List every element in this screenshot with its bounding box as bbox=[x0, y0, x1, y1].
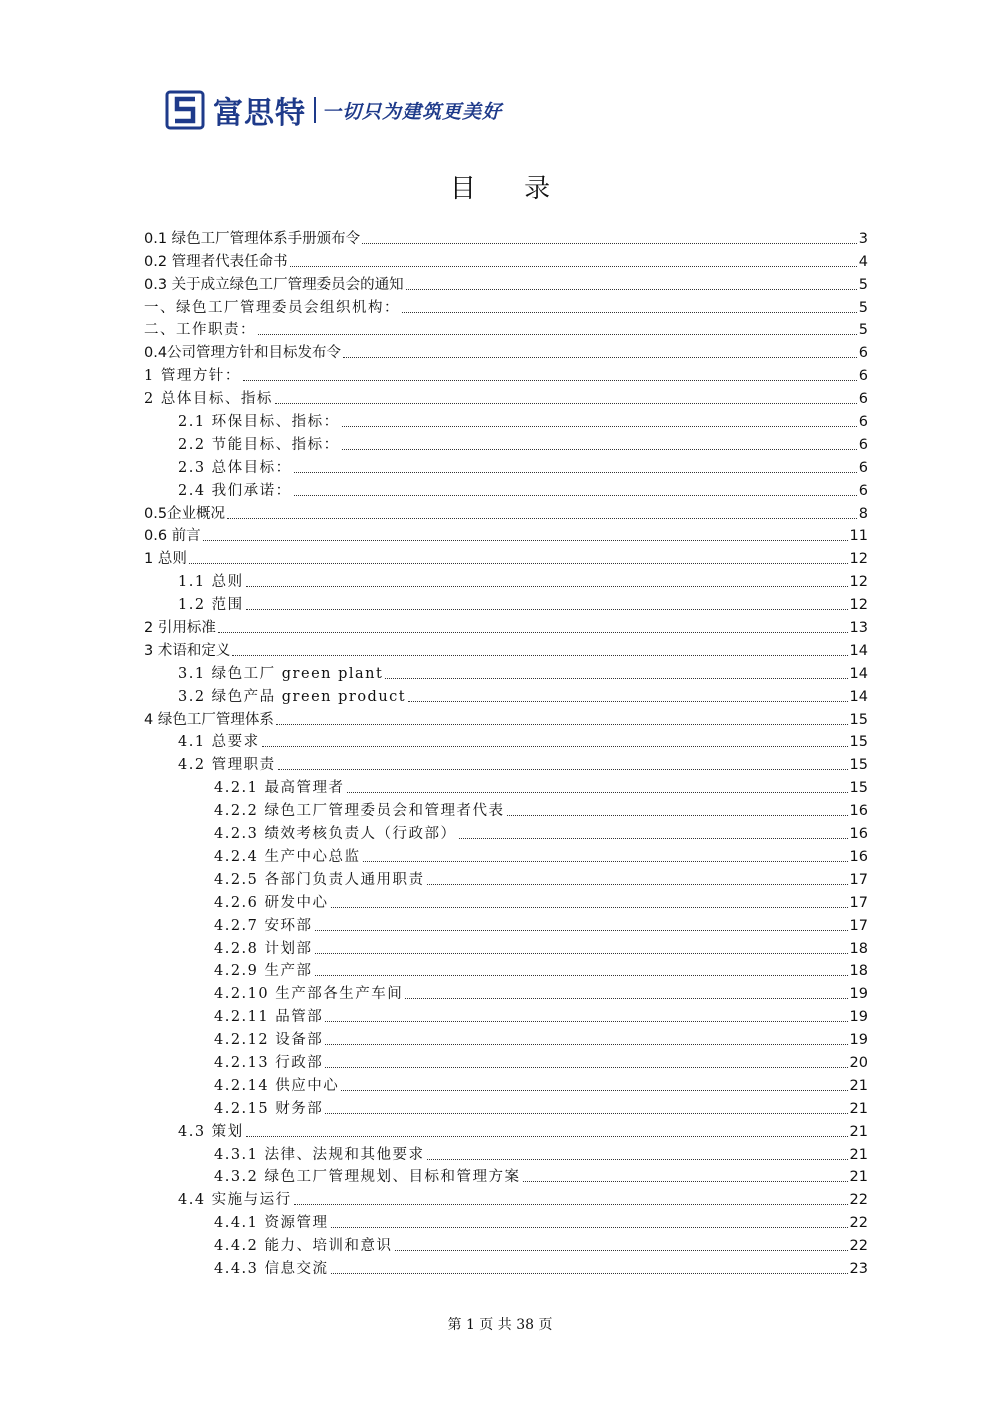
document-header bbox=[165, 88, 502, 132]
toc-entry-label: 4.2.4 生产中心总监 bbox=[214, 848, 361, 865]
toc-entry[interactable] bbox=[144, 1255, 868, 1278]
toc-entry[interactable] bbox=[144, 339, 868, 362]
toc-leader-dots bbox=[427, 884, 848, 885]
toc-entry[interactable] bbox=[144, 637, 868, 660]
toc-entry[interactable] bbox=[144, 889, 868, 912]
toc-entry[interactable] bbox=[144, 248, 868, 271]
toc-entry[interactable] bbox=[144, 1164, 868, 1187]
toc-leader-dots bbox=[218, 632, 848, 633]
toc-leader-dots bbox=[276, 724, 848, 725]
toc-leader-dots bbox=[294, 1204, 848, 1205]
toc-entry-label: 0.6 前言 bbox=[144, 528, 201, 545]
toc-entry-label: 4.2.3 绩效考核负责人（行政部） bbox=[214, 826, 457, 843]
toc-entry[interactable] bbox=[144, 1141, 868, 1164]
toc-entry-page: 12 bbox=[849, 597, 868, 614]
toc-entry-page: 15 bbox=[849, 757, 868, 774]
toc-entry-page: 8 bbox=[858, 505, 868, 522]
toc-entry-page: 6 bbox=[858, 368, 868, 385]
toc-entry[interactable] bbox=[144, 545, 868, 568]
toc-entry-page: 16 bbox=[849, 803, 868, 820]
toc-entry-label: 2.2 节能目标、指标： bbox=[178, 436, 340, 453]
toc-entry-label: 3.1 绿色工厂 green plant bbox=[178, 665, 384, 682]
toc-entry[interactable] bbox=[144, 454, 868, 477]
toc-entry-label: 4.2.1 最高管理者 bbox=[214, 780, 345, 797]
toc-entry-label: 4.2.8 计划部 bbox=[214, 940, 313, 957]
toc-entry[interactable] bbox=[144, 225, 868, 248]
toc-leader-dots bbox=[408, 701, 847, 702]
toc-entry-label: 4.2.11 品管部 bbox=[214, 1009, 324, 1026]
toc-leader-dots bbox=[315, 930, 848, 931]
toc-leader-dots bbox=[459, 838, 848, 839]
toc-entry[interactable] bbox=[144, 1095, 868, 1118]
toc-entry-label: 0.4公司管理方针和目标发布令 bbox=[144, 345, 342, 362]
toc-entry-page: 6 bbox=[858, 391, 868, 408]
toc-leader-dots bbox=[331, 1273, 848, 1274]
toc-entry[interactable] bbox=[144, 614, 868, 637]
toc-leader-dots bbox=[343, 357, 857, 358]
toc-entry-page: 6 bbox=[858, 482, 868, 499]
toc-leader-dots bbox=[290, 266, 857, 267]
toc-entry-label: 4.3 策划 bbox=[178, 1123, 244, 1140]
toc-entry[interactable] bbox=[144, 1049, 868, 1072]
toc-entry[interactable] bbox=[144, 729, 868, 752]
toc-entry[interactable] bbox=[144, 523, 868, 546]
toc-entry-label: 4.2.12 设备部 bbox=[214, 1032, 324, 1049]
toc-entry[interactable] bbox=[144, 843, 868, 866]
toc-entry-page: 19 bbox=[849, 1032, 868, 1049]
toc-leader-dots bbox=[189, 563, 848, 564]
toc-entry-label: 0.3 关于成立绿色工厂管理委员会的通知 bbox=[144, 276, 404, 293]
toc-leader-dots bbox=[258, 334, 857, 335]
toc-leader-dots bbox=[342, 426, 857, 427]
toc-leader-dots bbox=[278, 769, 848, 770]
toc-entry[interactable] bbox=[144, 408, 868, 431]
toc-entry-page: 18 bbox=[849, 963, 868, 980]
toc-entry-page: 21 bbox=[849, 1169, 868, 1186]
toc-entry-page: 6 bbox=[858, 414, 868, 431]
toc-entry-page: 15 bbox=[849, 711, 868, 728]
toc-leader-dots bbox=[402, 312, 857, 313]
toc-entry-label: 4.4.3 信息交流 bbox=[214, 1260, 329, 1277]
toc-entry[interactable] bbox=[144, 774, 868, 797]
toc-entry[interactable] bbox=[144, 385, 868, 408]
toc-entry-page: 21 bbox=[849, 1077, 868, 1094]
toc-entry-page: 13 bbox=[849, 620, 868, 637]
toc-entry[interactable] bbox=[144, 683, 868, 706]
toc-entry[interactable] bbox=[144, 431, 868, 454]
toc-entry-label: 3 术语和定义 bbox=[144, 642, 231, 659]
toc-entry-page: 14 bbox=[849, 665, 868, 682]
toc-entry-label: 4.1 总要求 bbox=[178, 734, 260, 751]
toc-entry-label: 4.2.10 生产部各生产车间 bbox=[214, 986, 404, 1003]
toc-entry-page: 17 bbox=[849, 894, 868, 911]
toc-entry[interactable] bbox=[144, 294, 868, 317]
toc-entry-page: 23 bbox=[849, 1260, 868, 1277]
toc-entry[interactable] bbox=[144, 797, 868, 820]
toc-entry-label: 4.2.14 供应中心 bbox=[214, 1077, 340, 1094]
toc-leader-dots bbox=[315, 953, 848, 954]
toc-entry-label: 2.3 总体目标： bbox=[178, 459, 292, 476]
toc-leader-dots bbox=[232, 655, 847, 656]
toc-entry-label: 二、工作职责： bbox=[144, 322, 256, 339]
toc-entry[interactable] bbox=[144, 958, 868, 981]
toc-entry-page: 14 bbox=[849, 642, 868, 659]
toc-entry[interactable] bbox=[144, 1003, 868, 1026]
toc-entry-label: 一、绿色工厂管理委员会组织机构： bbox=[144, 299, 400, 316]
toc-entry-page: 12 bbox=[849, 551, 868, 568]
toc-leader-dots bbox=[325, 1021, 847, 1022]
toc-entry-page: 17 bbox=[849, 917, 868, 934]
toc-entry-page: 5 bbox=[858, 322, 868, 339]
toc-entry-label: 2 总体目标、指标 bbox=[144, 391, 273, 408]
toc-entry[interactable] bbox=[144, 1118, 868, 1141]
toc-leader-dots bbox=[342, 449, 857, 450]
toc-leader-dots bbox=[203, 540, 848, 541]
toc-entry-label: 1.2 范围 bbox=[178, 597, 244, 614]
toc-entry-label: 4.3.1 法律、法规和其他要求 bbox=[214, 1146, 425, 1163]
toc-entry-label: 1 总则 bbox=[144, 551, 187, 568]
toc-entry-label: 4 绿色工厂管理体系 bbox=[144, 711, 274, 728]
toc-entry-label: 4.2.13 行政部 bbox=[214, 1054, 324, 1071]
page-footer: 第 1 页 共 38 页 bbox=[447, 1317, 553, 1333]
toc-leader-dots bbox=[325, 1067, 847, 1068]
toc-entry[interactable] bbox=[144, 1232, 868, 1255]
toc-entry-label: 0.1 绿色工厂管理体系手册颁布令 bbox=[144, 230, 361, 247]
toc-entry[interactable] bbox=[144, 591, 868, 614]
toc-leader-dots bbox=[227, 518, 857, 519]
toc-entry[interactable] bbox=[144, 866, 868, 889]
toc-entry[interactable] bbox=[144, 1026, 868, 1049]
toc-entry-label: 4.4.1 资源管理 bbox=[214, 1215, 329, 1232]
toc-leader-dots bbox=[331, 907, 848, 908]
toc-entry[interactable] bbox=[144, 568, 868, 591]
toc-leader-dots bbox=[363, 861, 848, 862]
toc-entry[interactable] bbox=[144, 317, 868, 340]
toc-entry-page: 22 bbox=[849, 1192, 868, 1209]
toc-entry-label: 4.2.7 安环部 bbox=[214, 917, 313, 934]
toc-entry-page: 16 bbox=[849, 826, 868, 843]
toc-entry[interactable] bbox=[144, 1209, 868, 1232]
toc-entry-label: 4.2.6 研发中心 bbox=[214, 894, 329, 911]
toc-entry-page: 21 bbox=[849, 1146, 868, 1163]
toc-entry-page: 5 bbox=[858, 276, 868, 293]
toc-entry-label: 0.5企业概况 bbox=[144, 505, 226, 522]
toc-entry-label: 2.4 我们承诺： bbox=[178, 482, 292, 499]
toc-leader-dots bbox=[347, 792, 848, 793]
toc-entry-page: 19 bbox=[849, 986, 868, 1003]
toc-entry-page: 6 bbox=[858, 459, 868, 476]
toc-leader-dots bbox=[507, 815, 848, 816]
toc-entry-label: 1.1 总则 bbox=[178, 574, 244, 591]
toc-entry-label: 0.2 管理者代表任命书 bbox=[144, 253, 288, 270]
brand-name: 富思特 bbox=[213, 96, 306, 131]
toc-entry-page: 17 bbox=[849, 871, 868, 888]
toc-leader-dots bbox=[385, 678, 847, 679]
toc-entry[interactable] bbox=[144, 1186, 868, 1209]
toc-leader-dots bbox=[341, 1090, 847, 1091]
brand-divider bbox=[314, 97, 316, 123]
toc-entry-page: 6 bbox=[858, 436, 868, 453]
toc-leader-dots bbox=[395, 1250, 848, 1251]
toc-entry-page: 16 bbox=[849, 848, 868, 865]
toc-leader-dots bbox=[331, 1227, 848, 1228]
toc-leader-dots bbox=[294, 472, 857, 473]
toc-entry-page: 12 bbox=[849, 574, 868, 591]
toc-leader-dots bbox=[262, 746, 848, 747]
toc-leader-dots bbox=[246, 586, 848, 587]
toc-entry-label: 4.4 实施与运行 bbox=[178, 1192, 292, 1209]
toc-entry-page: 22 bbox=[849, 1238, 868, 1255]
toc-entry[interactable] bbox=[144, 751, 868, 774]
brand-slogan: 一切只为建筑更美好 bbox=[322, 100, 503, 123]
toc-entry-page: 3 bbox=[858, 230, 868, 247]
toc-entry[interactable] bbox=[144, 820, 868, 843]
toc-entry-label: 2.1 环保目标、指标： bbox=[178, 414, 340, 431]
toc-entry[interactable] bbox=[144, 706, 868, 729]
table-of-contents bbox=[144, 225, 868, 1278]
toc-leader-dots bbox=[325, 1113, 847, 1114]
toc-leader-dots bbox=[362, 243, 857, 244]
toc-entry-label: 1 管理方针： bbox=[144, 368, 241, 385]
toc-entry-page: 15 bbox=[849, 780, 868, 797]
toc-leader-dots bbox=[246, 1136, 848, 1137]
toc-entry[interactable] bbox=[144, 271, 868, 294]
toc-entry-label: 4.2.15 财务部 bbox=[214, 1100, 324, 1117]
toc-entry-page: 4 bbox=[858, 253, 868, 270]
toc-entry-page: 15 bbox=[849, 734, 868, 751]
toc-leader-dots bbox=[243, 380, 857, 381]
toc-entry-label: 4.2.2 绿色工厂管理委员会和管理者代表 bbox=[214, 803, 505, 820]
toc-entry[interactable] bbox=[144, 477, 868, 500]
toc-entry-page: 22 bbox=[849, 1215, 868, 1232]
toc-entry-page: 19 bbox=[849, 1009, 868, 1026]
toc-leader-dots bbox=[405, 998, 847, 999]
toc-entry-page: 6 bbox=[858, 345, 868, 362]
toc-entry[interactable] bbox=[144, 500, 868, 523]
toc-entry-label: 4.3.2 绿色工厂管理规划、目标和管理方案 bbox=[214, 1169, 521, 1186]
fst-logo-icon bbox=[165, 90, 205, 130]
toc-entry-page: 11 bbox=[849, 528, 868, 545]
toc-entry[interactable] bbox=[144, 1072, 868, 1095]
toc-leader-dots bbox=[246, 609, 848, 610]
toc-entry-page: 18 bbox=[849, 940, 868, 957]
toc-entry[interactable] bbox=[144, 362, 868, 385]
toc-entry-label: 4.2.5 各部门负责人通用职责 bbox=[214, 871, 425, 888]
toc-entry[interactable] bbox=[144, 980, 868, 1003]
toc-entry[interactable] bbox=[144, 912, 868, 935]
toc-entry-page: 5 bbox=[858, 299, 868, 316]
toc-entry-page: 21 bbox=[849, 1100, 868, 1117]
toc-entry-label: 4.4.2 能力、培训和意识 bbox=[214, 1238, 393, 1255]
toc-entry-label: 4.2.9 生产部 bbox=[214, 963, 313, 980]
toc-entry[interactable] bbox=[144, 660, 868, 683]
toc-entry[interactable] bbox=[144, 935, 868, 958]
toc-entry-page: 21 bbox=[849, 1123, 868, 1140]
toc-title: 目 录 bbox=[449, 174, 571, 204]
toc-leader-dots bbox=[315, 975, 848, 976]
toc-leader-dots bbox=[406, 289, 857, 290]
toc-leader-dots bbox=[427, 1159, 848, 1160]
toc-entry-label: 4.2 管理职责 bbox=[178, 757, 276, 774]
toc-leader-dots bbox=[523, 1181, 848, 1182]
toc-entry-page: 14 bbox=[849, 688, 868, 705]
toc-leader-dots bbox=[275, 403, 857, 404]
toc-leader-dots bbox=[294, 495, 857, 496]
toc-entry-page: 20 bbox=[849, 1054, 868, 1071]
toc-entry-label: 3.2 绿色产品 green product bbox=[178, 688, 407, 705]
toc-entry-label: 2 引用标准 bbox=[144, 620, 216, 637]
toc-leader-dots bbox=[325, 1044, 847, 1045]
